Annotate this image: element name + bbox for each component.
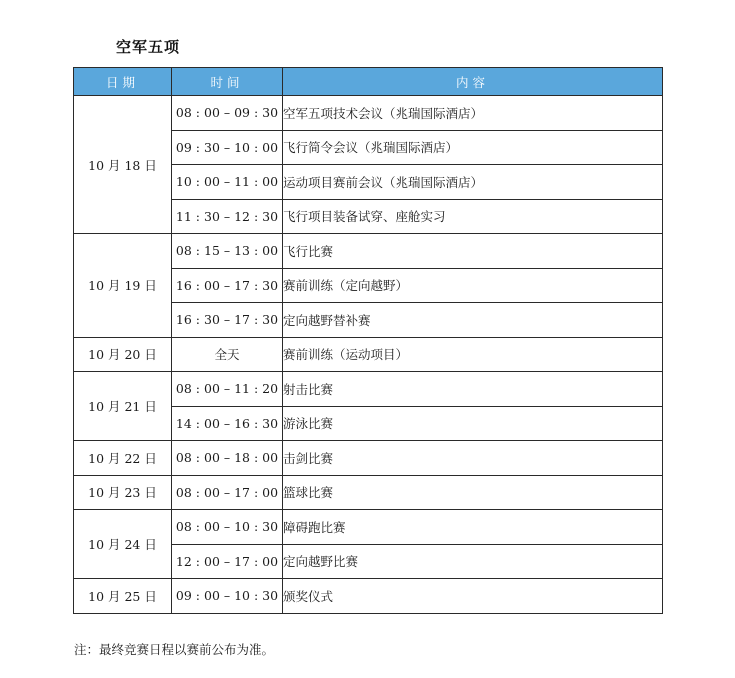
schedule-body [74,96,663,614]
table-row [74,337,663,372]
time-cell: 08 : 00 – 17 : 00 [172,475,283,510]
header-content: 内容 [283,68,663,96]
date-cell: 10 月 23 日 [74,475,172,510]
table-row [74,372,663,407]
time-cell: 09 : 00 – 10 : 30 [172,579,283,614]
time-cell: 08 : 00 – 18 : 00 [172,441,283,476]
content-cell: 定向越野替补赛 [283,303,663,338]
content-cell: 游泳比赛 [283,406,663,441]
table-row [74,441,663,476]
content-cell: 颁奖仪式 [283,579,663,614]
date-cell: 10 月 20 日 [74,337,172,372]
date-cell: 10 月 24 日 [74,510,172,579]
content-cell: 障碍跑比赛 [283,510,663,545]
time-cell: 16 : 00 – 17 : 30 [172,268,283,303]
page-title: 空军五项 [116,38,181,56]
time-cell: 08 : 00 – 09 : 30 [172,96,283,131]
content-cell: 空军五项技术会议（兆瑞国际酒店） [283,96,663,131]
footnote: 注：最终竞赛日程以赛前公布为准。 [74,642,275,657]
time-cell: 08 : 15 – 13 : 00 [172,234,283,269]
time-cell: 08 : 00 – 11 : 20 [172,372,283,407]
content-cell: 飞行比赛 [283,234,663,269]
date-cell: 10 月 22 日 [74,441,172,476]
time-cell: 11 : 30 – 12 : 30 [172,199,283,234]
date-cell: 10 月 21 日 [74,372,172,441]
content-cell: 赛前训练（定向越野） [283,268,663,303]
table-row [74,96,663,131]
content-cell: 击剑比赛 [283,441,663,476]
table-row [74,510,663,545]
table-row [74,579,663,614]
time-cell: 08 : 00 – 10 : 30 [172,510,283,545]
table-row [74,234,663,269]
time-cell: 16 : 30 – 17 : 30 [172,303,283,338]
time-cell: 全天 [172,337,283,372]
time-cell: 14 : 00 – 16 : 30 [172,406,283,441]
content-cell: 射击比赛 [283,372,663,407]
date-cell: 10 月 18 日 [74,96,172,234]
content-cell: 飞行简令会议（兆瑞国际酒店） [283,130,663,165]
time-cell: 12 : 00 – 17 : 00 [172,544,283,579]
content-cell: 运动项目赛前会议（兆瑞国际酒店） [283,165,663,200]
time-cell: 10 : 00 – 11 : 00 [172,165,283,200]
header-date: 日期 [74,68,172,96]
table-header-row [74,68,663,96]
header-time: 时间 [172,68,283,96]
date-cell: 10 月 19 日 [74,234,172,338]
schedule-table [73,67,663,614]
table-row [74,475,663,510]
content-cell: 赛前训练（运动项目） [283,337,663,372]
date-cell: 10 月 25 日 [74,579,172,614]
time-cell: 09 : 30 – 10 : 00 [172,130,283,165]
content-cell: 飞行项目装备试穿、座舱实习 [283,199,663,234]
content-cell: 篮球比赛 [283,475,663,510]
content-cell: 定向越野比赛 [283,544,663,579]
